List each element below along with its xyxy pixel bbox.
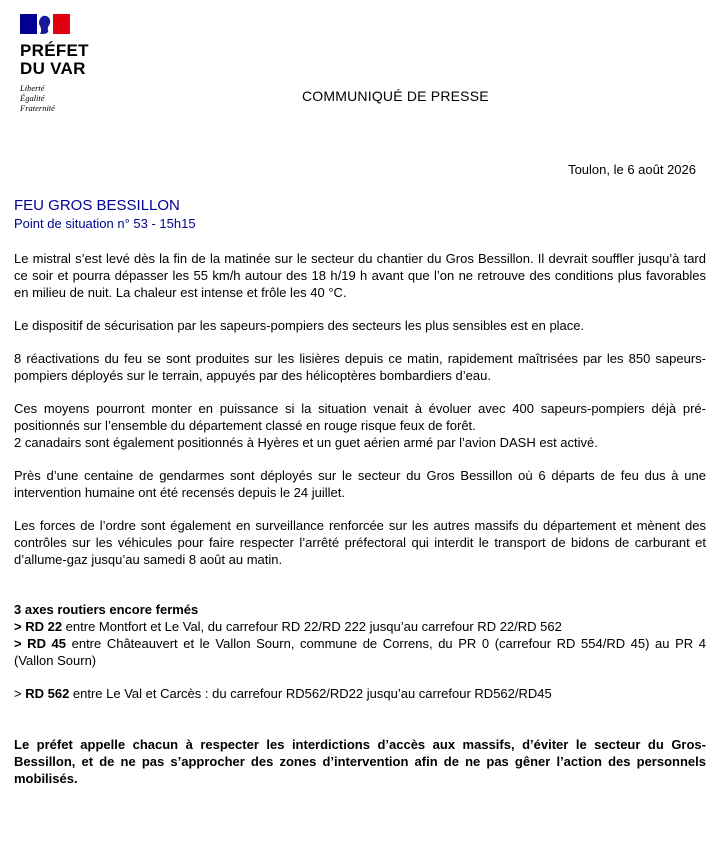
road-closures: [14, 601, 706, 702]
document-type-label: COMMUNIQUÉ DE PRESSE: [302, 88, 489, 104]
road-item-rd22-prefix: > RD 22: [14, 619, 63, 634]
title-block: [14, 197, 196, 233]
logo-title: [20, 42, 120, 78]
paragraph-reactivations: 8 réactivations du feu se sont produites sur les lisières depuis ce matin, rapidement maîtrisées par les 850 sapeurs-pompiers déployés sur le terrain, appuyés par des hélicoptères bombardiers d’eau.: [14, 351, 706, 383]
road-item-rd562-prefix: RD 562: [25, 686, 70, 701]
paragraph-moyens: Ces moyens pourront monter en puissance si la situation venait à évoluer avec 400 sapeurs-pompiers déjà pré-positionnés sur l’ensemble du département classé en rouge risque feux de forêt.: [14, 401, 706, 433]
road-item-rd562-lead: >: [14, 686, 26, 701]
road-item-rd22: [14, 618, 706, 635]
road-item-rd45: [14, 635, 706, 669]
paragraph-gendarmes: Près d’une centaine de gendarmes sont déployés sur le secteur du Gros Bessillon où 6 départs de feu dus à une intervention humaine ont été recensés depuis le 24 juillet.: [14, 468, 706, 500]
document-body: [14, 250, 706, 803]
road-item-rd45-text: entre Châteauvert et le Vallon Sourn, commune de Correns, du PR 0 (carrefour RD 554/RD 45) au PR 4 (Vallon Sourn): [14, 636, 706, 668]
road-item-rd45-prefix: > RD 45: [14, 636, 67, 651]
logo-line-2: DU VAR: [20, 59, 86, 78]
paragraph-canadairs: 2 canadairs sont également positionnés à Hyères et un guet aérien armé par l’avion DASH est activé.: [14, 435, 598, 450]
road-item-rd562-text: entre Le Val et Carcès : du carrefour RD562/RD22 jusqu’au carrefour RD562/RD45: [69, 686, 552, 701]
document-title: FEU GROS BESSILLON: [14, 197, 180, 214]
marianne-flag-icon: [20, 14, 70, 34]
logo-line-1: PRÉFET: [20, 41, 89, 60]
prefecture-logo: [20, 14, 120, 113]
marianne-profile-icon: [37, 15, 53, 34]
closing-statement: Le préfet appelle chacun à respecter les interdictions d’accès aux massifs, d’éviter le secteur du Gros-Bessillon, et de ne pas s’approcher des zones d’intervention afin de ne pas gêner l’action des personnels mobilisés.: [14, 737, 706, 786]
road-item-rd22-text: entre Montfort et Le Val, du carrefour RD 22/RD 222 jusqu’au carrefour RD 22/RD 562: [62, 619, 562, 634]
motto: [20, 83, 120, 113]
motto-fraternite: Fraternité: [20, 103, 55, 113]
paragraph-weather: Le mistral s’est levé dès la fin de la matinée sur le secteur du chantier du Gros Bessillon. Il devrait souffler jusqu’à tard ce soir et pourra dépasser les 55 km/h autour des 18 h/19 h avant que l’on ne retrouve des conditions plus favorables en milieu de nuit. La chaleur est intense et frôle les 40 °C.: [14, 251, 706, 300]
document-subtitle: Point de situation n° 53 - 15h15: [14, 216, 196, 231]
road-closures-heading: 3 axes routiers encore fermés: [14, 602, 199, 617]
paragraph-forces-ordre: Les forces de l’ordre sont également en surveillance renforcée sur les autres massifs du département et mènent des contrôles sur les véhicules pour faire respecter l’arrêté préfectoral qui interdit le transport de bidons de carburant et d’allume-gaz jusqu’au samedi 8 août au matin.: [14, 518, 706, 567]
road-item-rd562: [14, 685, 706, 702]
motto-egalite: Égalité: [20, 93, 45, 103]
motto-liberte: Liberté: [20, 83, 45, 93]
paragraph-dispositif: Le dispositif de sécurisation par les sapeurs-pompiers des secteurs les plus sensibles est en place.: [14, 318, 585, 333]
document-date: Toulon, le 6 août 2026: [568, 162, 696, 177]
